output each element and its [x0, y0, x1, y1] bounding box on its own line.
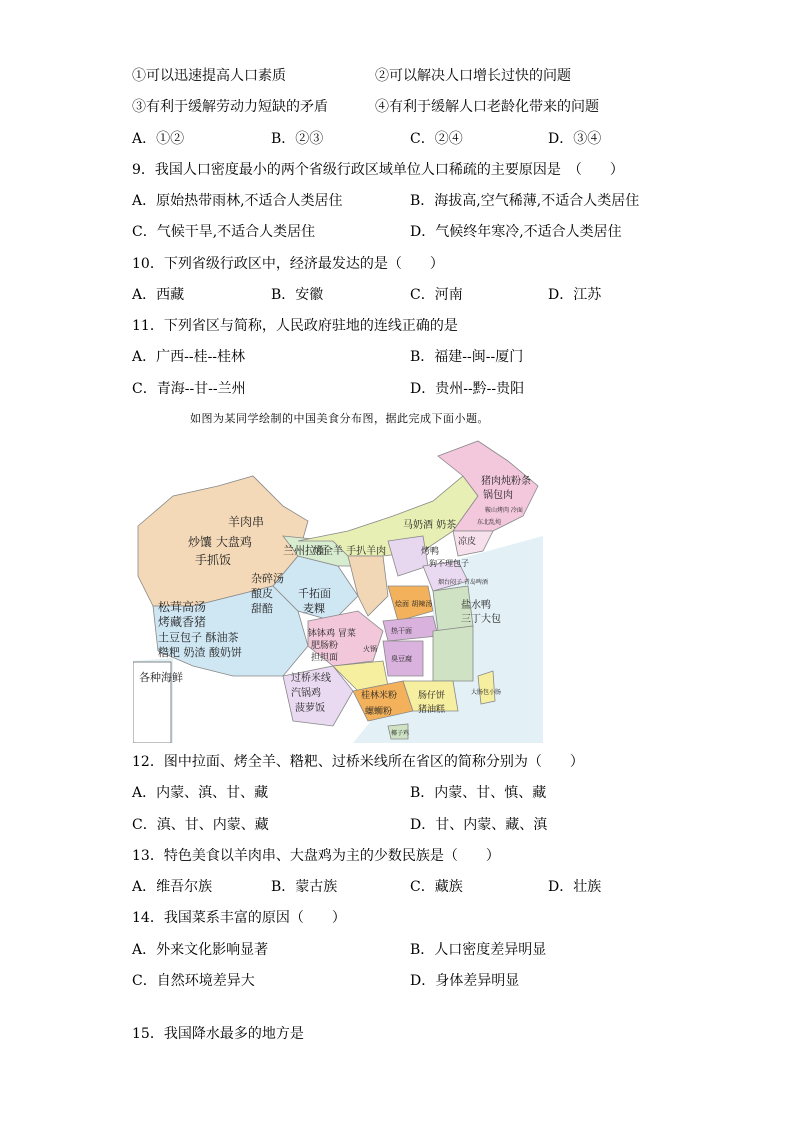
q12-stem: 12．图中拉面、烤全羊、糌粑、过桥米线所在省区的简称分别为（ ）: [132, 754, 584, 770]
q8-option-d: D．③④: [548, 131, 602, 147]
q9-option-b: B．海拔高,空气稀薄,不适合人类居住: [410, 193, 640, 209]
label-yanshui: 盐水鸭: [461, 600, 491, 611]
q8-statement-4: ④有利于缓解人口老龄化带来的问题: [375, 99, 599, 115]
label-ningxia2: 麦粿: [303, 602, 325, 615]
q11-option-a: A．广西--桂--桂林: [132, 349, 246, 365]
q10-option-a: A．西藏: [132, 287, 185, 303]
label-kaoya: 烤鸭: [421, 547, 440, 557]
q8-statement-1: ①可以迅速提高人口素质: [132, 68, 286, 84]
china-food-map: [133, 436, 543, 743]
label-tibet1: 松茸高汤: [158, 600, 207, 614]
q13-option-b: B．蒙古族: [271, 879, 338, 895]
q10-option-d: D．江苏: [548, 287, 602, 303]
label-shandong: 烟台闷子 青岛啤酒: [438, 579, 488, 586]
q9-option-a: A．原始热带雨林,不适合人类居住: [132, 193, 343, 209]
label-northeast2: 锅包肉: [483, 490, 513, 501]
q10-stem: 10．下列省级行政区中，经济最发达的是（ ）: [132, 256, 444, 272]
label-sichuan1: 钵钵鸡 冒菜: [308, 629, 356, 639]
label-gansu3: 甜醅: [251, 602, 273, 615]
label-gansu2: 酿皮: [251, 587, 273, 600]
q12-option-a: A．内蒙、滇、甘、藏: [132, 785, 269, 801]
map-caption: 如图为某同学绘制的中国美食分布图，据此完成下面小题。: [190, 412, 489, 425]
label-northeast1: 猪肉炖粉条: [481, 476, 531, 487]
label-seafood: [139, 670, 183, 684]
label-xinjiang3: 手抓饭: [195, 553, 232, 567]
q8-option-c: C．②④: [410, 131, 463, 147]
q10-option-c: C．河南: [410, 287, 463, 303]
region-fujian: [433, 626, 473, 681]
q14-option-c: C．自然环境差异大: [132, 973, 255, 989]
label-liaoning: 东北乱炖: [477, 519, 502, 526]
q8-statement-2: ②可以解决人口增长过快的问题: [375, 68, 571, 84]
label-guangxi1: 桂林米粉: [361, 691, 398, 701]
label-gansu1: 杂碎汤: [251, 572, 284, 585]
q14-option-a: A．外来文化影响显著: [132, 942, 269, 958]
label-seafood-text: 各种海鲜: [139, 671, 183, 684]
label-yunnan2: 汽锅鸡: [291, 688, 321, 699]
q13-option-d: D．壮族: [548, 879, 602, 895]
q8-option-a: A．①②: [132, 131, 185, 147]
label-inner-mongolia: 马奶酒 奶茶: [403, 520, 457, 531]
q9-option-d: D．气候终年寒冷,不适合人类居住: [410, 224, 622, 240]
label-hunan: 臭豆腐: [391, 655, 412, 663]
label-tibet4: 糌粑 奶渣 酸奶饼: [158, 646, 242, 659]
q11-option-c: C．青海--甘--兰州: [132, 381, 246, 397]
q15-stem: 15．我国降水最多的地方是: [132, 1026, 304, 1042]
label-guangdong2: 猪油糕: [418, 705, 446, 715]
label-yunnan1: 过桥米线: [291, 673, 331, 684]
label-goubuli: 狗不理包子: [429, 559, 469, 568]
label-roast-lamb: 烤全羊 手扒羊肉: [313, 546, 387, 557]
label-guangxi2: 螺蛳粉: [365, 707, 393, 717]
label-hotpot: 火锅: [363, 645, 377, 653]
label-hubei: 热干面: [391, 627, 412, 635]
q14-option-d: D．身体差异明显: [410, 973, 520, 989]
label-heilongjiang-small: 鞍山烤肉 冷面: [485, 507, 523, 514]
q9-stem: 9．我国人口密度最小的两个省级行政区域单位人口稀疏的主要原因是 （ ）: [132, 162, 624, 178]
q9-option-c: C．气候干旱,不适合人类居住: [132, 224, 316, 240]
q13-option-a: A．维吾尔族: [132, 879, 213, 895]
label-henan: 烩面 胡辣汤: [395, 600, 433, 608]
q13-stem: 13．特色美食以羊肉串、大盘鸡为主的少数民族是（ ）: [132, 848, 500, 864]
label-sanding: 三丁大包: [461, 614, 501, 625]
label-yunnan3: 菠萝饭: [295, 703, 325, 714]
label-ningxia1: 千拓面: [298, 587, 331, 600]
q8-statement-3: ③有利于缓解劳动力短缺的矛盾: [132, 99, 328, 115]
q10-option-b: B．安徽: [271, 287, 324, 303]
q12-option-b: B．内蒙、甘、慎、藏: [410, 785, 547, 801]
q14-option-b: B．人口密度差异明显: [410, 942, 547, 958]
label-taiwan: 大肠包小肠: [471, 689, 502, 696]
label-hainan: 椰子鸡: [391, 730, 410, 737]
label-xinjiang2: 炒馕 大盘鸡: [188, 535, 252, 549]
q11-option-d: D．贵州--黔--贵阳: [410, 381, 525, 397]
label-sichuan3: 担担面: [311, 653, 339, 663]
label-sichuan2: 肥肠粉: [311, 641, 339, 651]
q12-option-d: D．甘、内蒙、藏、滇: [410, 817, 548, 833]
region-taiwan: [478, 671, 495, 704]
q11-stem: 11．下列省区与简称，人民政府驻地的连线正确的是: [132, 318, 458, 334]
q14-stem: 14．我国菜系丰富的原因（ ）: [132, 910, 346, 926]
label-xinjiang1: 羊肉串: [228, 515, 265, 529]
q13-option-c: C．藏族: [410, 879, 463, 895]
label-tibet2: 烤藏香猪: [158, 615, 207, 629]
label-lamian: 兰州拉面: [283, 544, 327, 557]
q11-option-b: B．福建--闽--厦门: [410, 349, 524, 365]
q8-option-b: B．②③: [271, 131, 324, 147]
label-tibet3: 土豆包子 酥油茶: [158, 631, 239, 644]
label-liangfen: 凉皮: [458, 537, 477, 547]
q12-option-c: C．滇、甘、内蒙、藏: [132, 817, 269, 833]
label-guangdong1: 肠仔饼: [418, 691, 446, 701]
